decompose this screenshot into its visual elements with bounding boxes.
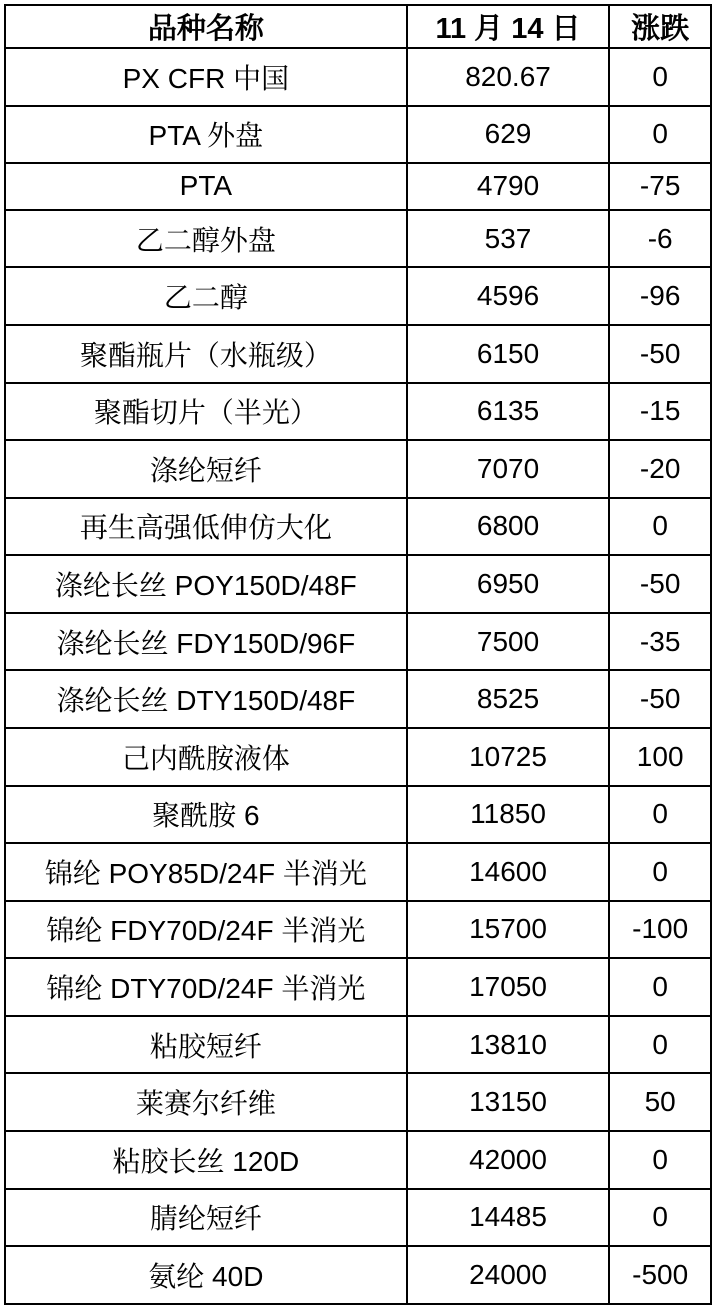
table-body (5, 48, 711, 1304)
product-name-cell: 乙二醇 (5, 267, 407, 325)
change-cell: -50 (609, 670, 711, 728)
table-row (5, 163, 711, 210)
price-cell: 13150 (407, 1073, 610, 1131)
product-name-cell: 乙二醇外盘 (5, 210, 407, 268)
price-cell: 14600 (407, 843, 610, 901)
price-cell: 820.67 (407, 48, 610, 106)
product-name-cell: 涤纶长丝 FDY150D/96F (5, 613, 407, 671)
change-cell: -20 (609, 440, 711, 498)
change-cell: -500 (609, 1246, 711, 1304)
change-cell: 0 (609, 786, 711, 844)
table-row (5, 267, 711, 325)
price-cell: 6150 (407, 325, 610, 383)
price-cell: 7070 (407, 440, 610, 498)
change-cell: 0 (609, 498, 711, 556)
change-cell: 0 (609, 958, 711, 1016)
table-row (5, 1016, 711, 1074)
table-row (5, 383, 711, 441)
table-row (5, 106, 711, 164)
price-cell: 6135 (407, 383, 610, 441)
table-row (5, 958, 711, 1016)
table-row (5, 48, 711, 106)
price-cell: 537 (407, 210, 610, 268)
table-row (5, 1073, 711, 1131)
price-cell: 4790 (407, 163, 610, 210)
header-row (5, 5, 711, 48)
table-row (5, 498, 711, 556)
change-cell: 100 (609, 728, 711, 786)
table-row (5, 613, 711, 671)
product-name-cell: PTA (5, 163, 407, 210)
price-cell: 629 (407, 106, 610, 164)
change-cell: -35 (609, 613, 711, 671)
change-cell: 0 (609, 106, 711, 164)
product-name-cell: 涤纶短纤 (5, 440, 407, 498)
price-cell: 24000 (407, 1246, 610, 1304)
table-row (5, 440, 711, 498)
table-row (5, 843, 711, 901)
change-cell: 0 (609, 843, 711, 901)
price-cell: 6950 (407, 555, 610, 613)
price-cell: 6800 (407, 498, 610, 556)
price-cell: 13810 (407, 1016, 610, 1074)
change-cell: -6 (609, 210, 711, 268)
table-row (5, 728, 711, 786)
table-header (5, 5, 711, 48)
product-name-cell: 锦纶 POY85D/24F 半消光 (5, 843, 407, 901)
table-row (5, 210, 711, 268)
table-row (5, 1246, 711, 1304)
change-cell: -75 (609, 163, 711, 210)
product-name-cell: 聚酯瓶片（水瓶级） (5, 325, 407, 383)
product-name-cell: 己内酰胺液体 (5, 728, 407, 786)
table-row (5, 901, 711, 959)
product-name-cell: PTA 外盘 (5, 106, 407, 164)
col-header-product-name: 品种名称 (5, 5, 407, 48)
change-cell: -50 (609, 325, 711, 383)
product-name-cell: 涤纶长丝 DTY150D/48F (5, 670, 407, 728)
table-row (5, 670, 711, 728)
table-row (5, 1131, 711, 1189)
product-name-cell: 聚酰胺 6 (5, 786, 407, 844)
product-name-cell: 锦纶 DTY70D/24F 半消光 (5, 958, 407, 1016)
change-cell: -100 (609, 901, 711, 959)
price-cell: 4596 (407, 267, 610, 325)
price-cell: 7500 (407, 613, 610, 671)
product-name-cell: 腈纶短纤 (5, 1189, 407, 1247)
product-name-cell: 氨纶 40D (5, 1246, 407, 1304)
col-header-date: 11 月 14 日 (407, 5, 610, 48)
change-cell: 0 (609, 1131, 711, 1189)
change-cell: 0 (609, 1016, 711, 1074)
table-row (5, 555, 711, 613)
price-table (4, 4, 712, 1305)
col-header-change: 涨跌 (609, 5, 711, 48)
price-cell: 8525 (407, 670, 610, 728)
product-name-cell: 锦纶 FDY70D/24F 半消光 (5, 901, 407, 959)
price-cell: 42000 (407, 1131, 610, 1189)
price-cell: 10725 (407, 728, 610, 786)
table-row (5, 325, 711, 383)
change-cell: -15 (609, 383, 711, 441)
price-cell: 15700 (407, 901, 610, 959)
product-name-cell: 聚酯切片（半光） (5, 383, 407, 441)
change-cell: -50 (609, 555, 711, 613)
change-cell: 0 (609, 48, 711, 106)
change-cell: -96 (609, 267, 711, 325)
product-name-cell: 涤纶长丝 POY150D/48F (5, 555, 407, 613)
price-cell: 17050 (407, 958, 610, 1016)
change-cell: 0 (609, 1189, 711, 1247)
price-cell: 11850 (407, 786, 610, 844)
table-row (5, 1189, 711, 1247)
product-name-cell: 莱赛尔纤维 (5, 1073, 407, 1131)
change-cell: 50 (609, 1073, 711, 1131)
product-name-cell: 粘胶长丝 120D (5, 1131, 407, 1189)
table-row (5, 786, 711, 844)
product-name-cell: 粘胶短纤 (5, 1016, 407, 1074)
product-name-cell: 再生高强低伸仿大化 (5, 498, 407, 556)
price-cell: 14485 (407, 1189, 610, 1247)
product-name-cell: PX CFR 中国 (5, 48, 407, 106)
